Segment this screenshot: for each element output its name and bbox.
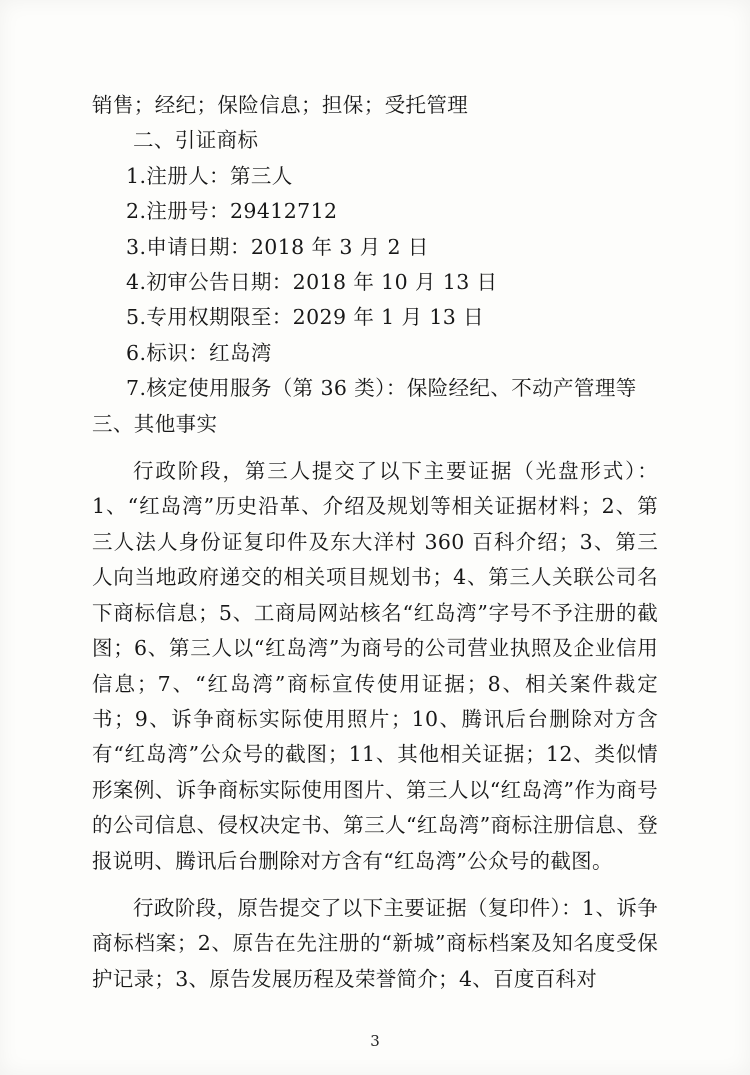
paragraph: 行政阶段，原告提交了以下主要证据（复印件）：1、诉争商标档案；2、原告在先注册的“新城”商标档案及知名度受保护记录；3、原告发展历程及荣誉简介；4、百度百科对 — [92, 895, 658, 991]
list-item: 7.核定使用服务（第 36 类）：保险经纪、不动产管理等 — [126, 376, 637, 401]
list-item: 5.专用权期限至：2029 年 1 月 13 日 — [126, 305, 485, 330]
paragraph: 行政阶段，第三人提交了以下主要证据（光盘形式）：1、“红岛湾”历史沿革、介绍及规划等相关证据材料；2、第三人法人身份证复印件及东大洋村 360 百科介绍；3、第三人向当地政府递交的相关项目规划书；4、第三人关联公司名下商标信息；5、工商局网站核名“红岛湾”字号不予注册的截图；6、第三人以“红岛湾”为商号的公司营业执照及企业信用信息；7、“红岛湾”商标宣传使用证据；8、相关案件裁定书；9、诉争商标实际使用照片；10、腾讯后台删除对方含有“红岛湾”公众号的截图；11、其他相关证据；12、类似情形案例、诉争商标实际使用图片、第三人以“红岛湾”作为商号的公司信息、侵权决定书、第三人“红岛湾”商标注册信息、登报说明、腾讯后台删除对方含有“红岛湾”公众号的截图。 — [92, 459, 658, 873]
text-line: 销售；经纪；保险信息；担保；受托管理 — [92, 93, 469, 117]
section-heading: 二、引证商标 — [133, 128, 259, 153]
list-item: 3.申请日期：2018 年 3 月 2 日 — [126, 234, 429, 259]
document-body — [92, 88, 658, 997]
list-item: 4.初审公告日期：2018 年 10 月 13 日 — [126, 270, 498, 295]
page-number: 3 — [370, 1032, 380, 1050]
list-item: 2.注册号：29412712 — [126, 199, 338, 224]
list-item: 6.标识：红岛湾 — [126, 340, 272, 365]
section-heading: 三、其他事实 — [92, 411, 218, 436]
list-item: 1.注册人：第三人 — [126, 163, 293, 188]
